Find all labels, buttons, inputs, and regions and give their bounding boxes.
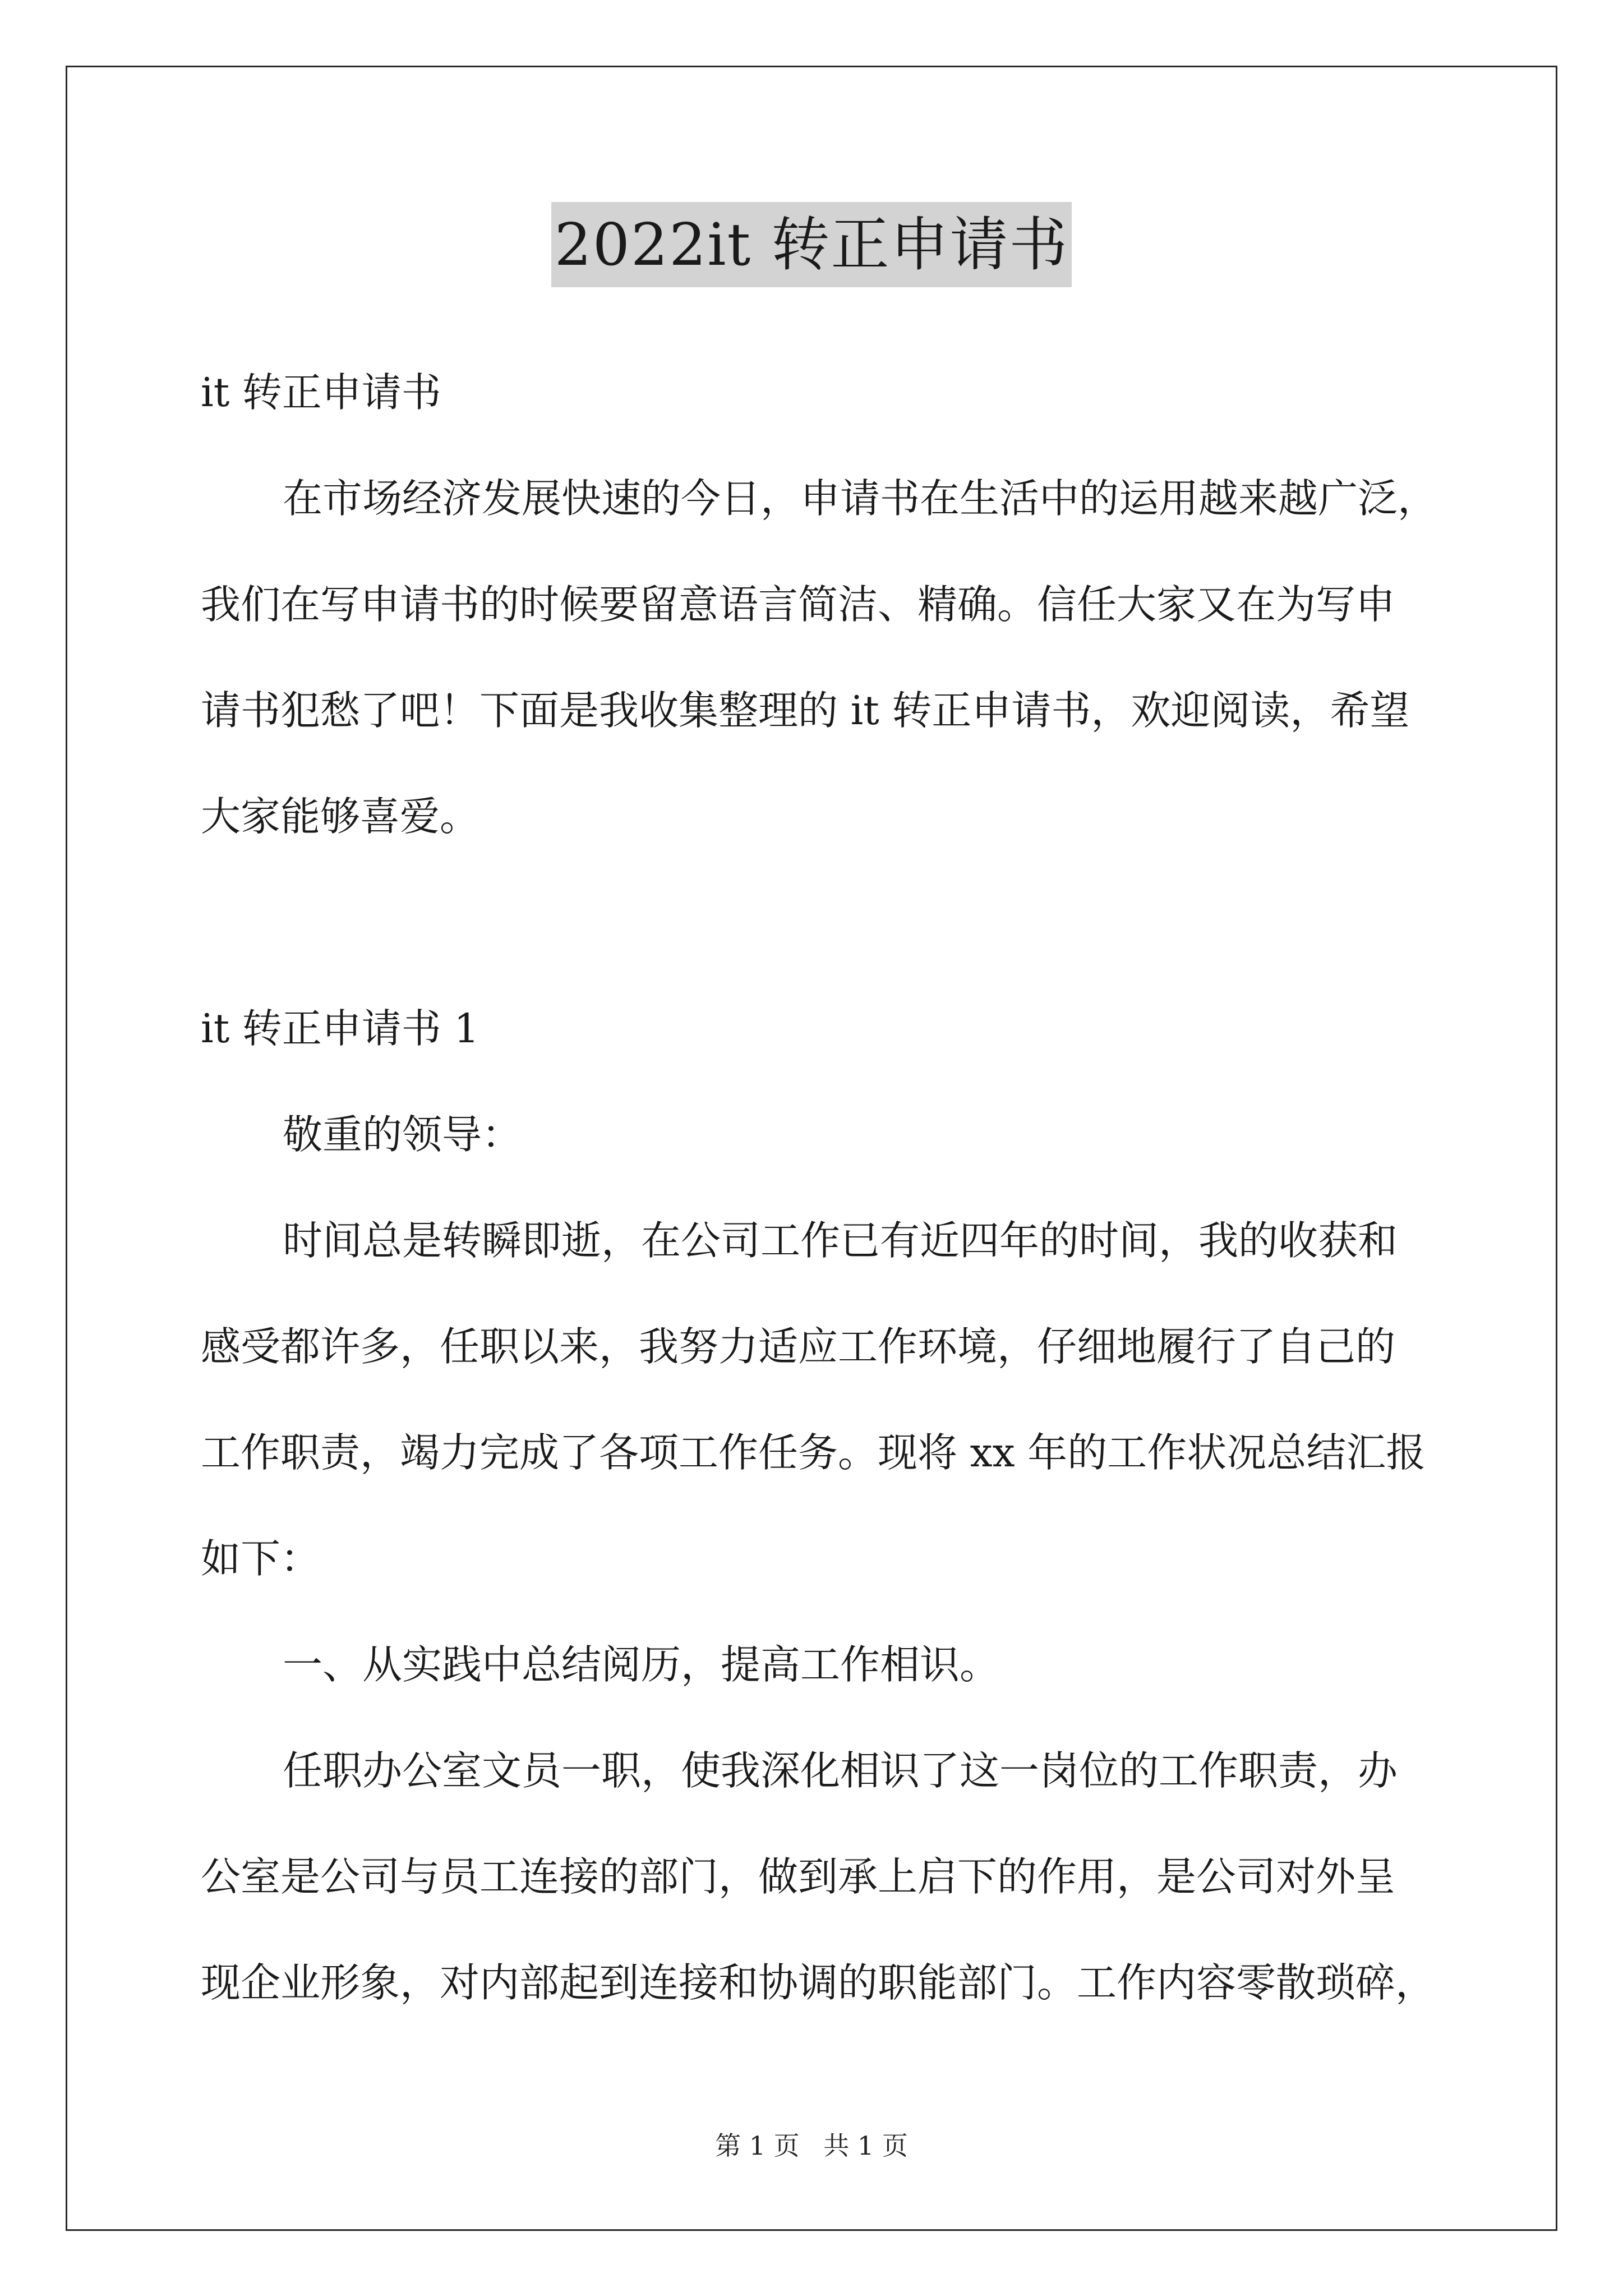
- paragraph-gap: [201, 869, 1435, 976]
- point-heading-1: 一、从实践中总结阅历，提高工作相识。: [283, 1641, 1000, 1688]
- section-heading: it 转正申请书 1: [201, 1005, 479, 1052]
- text-line: 感受都许多，任职以来，我努力适应工作环境，仔细地履行了自己的: [201, 1323, 1396, 1370]
- text-line: 公室是公司与员工连接的部门，做到承上启下的作用，是公司对外呈: [201, 1853, 1396, 1900]
- body-paragraph-2: [201, 1718, 1435, 2036]
- greeting: 敬重的领导：: [283, 1111, 522, 1158]
- document-title: 2022it 转正申请书: [551, 202, 1072, 287]
- text-line: 现企业形象，对内部起到连接和协调的职能部门。工作内容零散琐碎，: [201, 1959, 1436, 2006]
- text-line: 在市场经济发展快速的今日，申请书在生活中的运用越来越广泛，: [283, 475, 1438, 522]
- page-footer: [0, 2129, 1623, 2162]
- text-line: 大家能够喜爱。: [201, 793, 480, 840]
- title-wrapper: [0, 202, 1623, 287]
- document-body: [201, 339, 1438, 2036]
- body-paragraph-1: [201, 1188, 1435, 1612]
- intro-heading: it 转正申请书: [201, 369, 441, 416]
- intro-paragraph: [201, 445, 1438, 869]
- page-total: 共 1 页: [823, 2131, 908, 2161]
- text-line: 时间总是转瞬即逝，在公司工作已有近四年的时间，我的收获和: [283, 1217, 1398, 1264]
- text-line: 请书犯愁了吧！下面是我收集整理的 it 转正申请书，欢迎阅读，希望: [201, 687, 1410, 734]
- text-line: 任职办公室文员一职，使我深化相识了这一岗位的工作职责，办: [283, 1747, 1398, 1794]
- text-line: 我们在写申请书的时候要留意语言简洁、精确。信任大家又在为写申: [201, 581, 1396, 628]
- page-number: 第 1 页: [715, 2131, 800, 2161]
- text-line: 如下：: [201, 1535, 321, 1582]
- text-line: 工作职责，竭力完成了各项工作任务。现将 xx 年的工作状况总结汇报: [201, 1429, 1426, 1476]
